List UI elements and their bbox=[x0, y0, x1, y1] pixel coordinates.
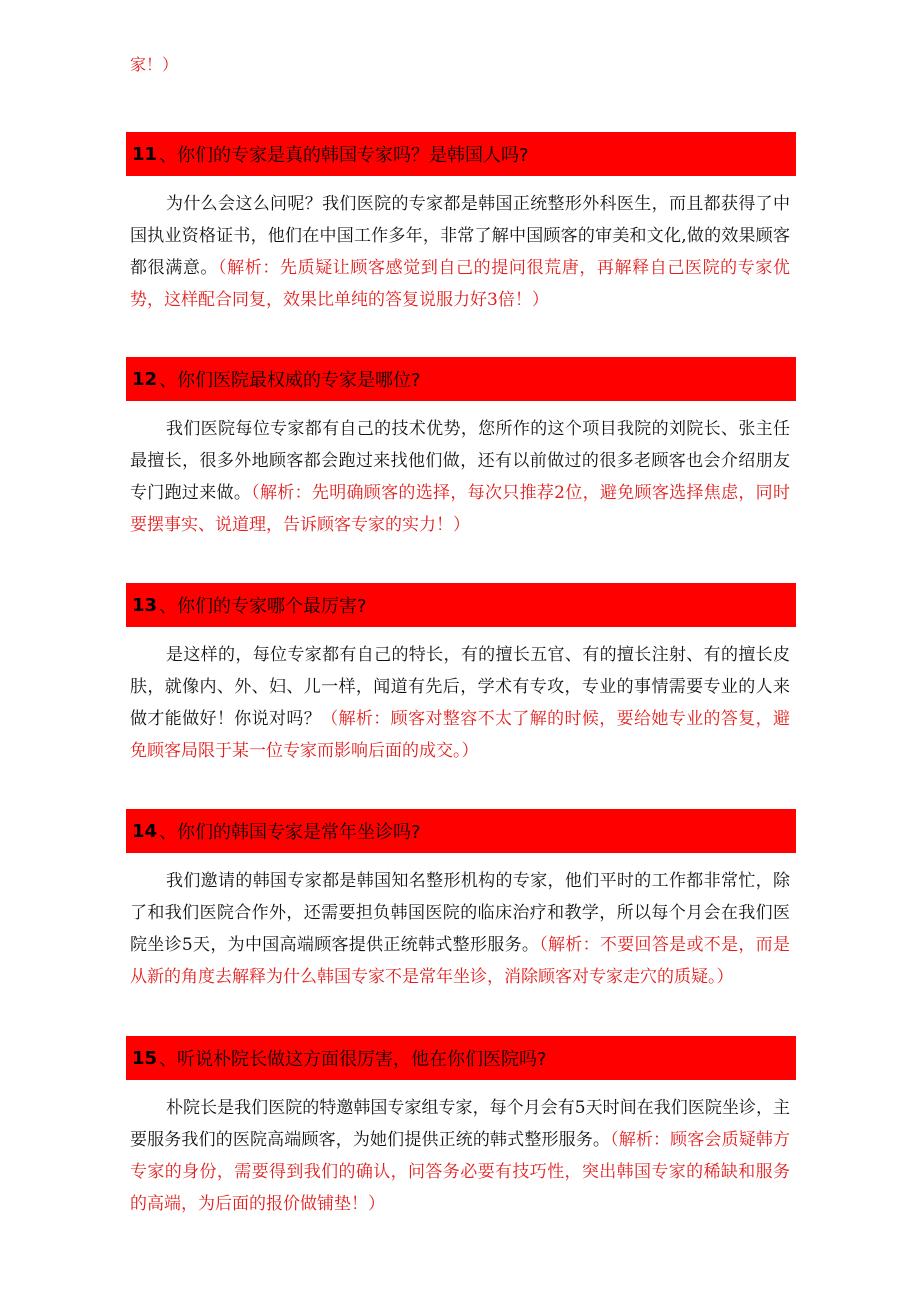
analysis-note: （解析：顾客对整容不太了解的时候，要给她专业的答复，避免顾客局限于某一位专家而影响后面的成交。） bbox=[130, 709, 791, 761]
analysis-note: （解析：先明确顾客的选择，每次只推荐2位，避免顾客选择焦虑，同时要摆事实、说道理，告诉顾客专家的实力！） bbox=[130, 483, 790, 535]
qa-item-12 bbox=[126, 357, 796, 541]
question-number: 14 bbox=[132, 820, 158, 842]
qa-item-14 bbox=[126, 809, 796, 993]
question-text: 、你们的专家哪个最厉害? bbox=[159, 596, 367, 617]
question-header bbox=[126, 132, 796, 176]
answer-paragraph bbox=[126, 627, 796, 767]
answer-text: 为什么会这么问呢？我们医院的专家都是韩国正统整形外科医生，而且都获得了中国执业资格证书，他们在中国工作多年，非常了解中国顾客的审美和文化,做的效果顾客都很满意。 bbox=[130, 194, 790, 278]
analysis-note: （解析：顾客会质疑韩方专家的身份，需要得到我们的确认，问答务必要有技巧性，突出韩国专家的稀缺和服务的高端，为后面的报价做铺垫！） bbox=[130, 1130, 791, 1214]
qa-item-15 bbox=[126, 1036, 796, 1220]
answer-text: 朴院长是我们医院的特邀韩国专家组专家，每个月会有5天时间在我们医院坐诊，主要服务我们的医院高端顾客，为她们提供正统的韩式整形服务。 bbox=[130, 1098, 790, 1150]
analysis-note: （解析：先质疑让顾客感觉到自己的提问很荒唐，再解释自己医院的专家优势，这样配合同复，效果比单纯的答复说服力好3倍！） bbox=[130, 258, 791, 310]
qa-item-13 bbox=[126, 583, 796, 767]
question-text: 、你们医院最权威的专家是哪位? bbox=[159, 370, 421, 391]
question-text: 、你们的专家是真的韩国专家吗？是韩国人吗? bbox=[159, 145, 529, 166]
question-text: 、听说朴院长做这方面很厉害，他在你们医院吗? bbox=[159, 1049, 547, 1070]
answer-paragraph bbox=[126, 853, 796, 993]
answer-paragraph bbox=[126, 401, 796, 541]
answer-text: 我们邀请的韩国专家都是韩国知名整形机构的专家，他们平时的工作都非常忙，除了和我们医院合作外，还需要担负韩国医院的临床治疗和教学，所以每个月会在我们医院坐诊5天，为中国高端顾客提供正统韩式整形服务。 bbox=[130, 871, 790, 955]
answer-paragraph bbox=[126, 1080, 796, 1220]
question-number: 13 bbox=[132, 594, 158, 616]
question-header bbox=[126, 357, 796, 401]
question-number: 12 bbox=[132, 368, 158, 390]
answer-paragraph bbox=[126, 176, 796, 316]
question-text: 、你们的韩国专家是常年坐诊吗? bbox=[159, 822, 421, 843]
question-header bbox=[126, 1036, 796, 1080]
qa-item-11 bbox=[126, 132, 796, 316]
question-header bbox=[126, 583, 796, 627]
answer-text: 是这样的，每位专家都有自己的特长，有的擅长五官、有的擅长注射、有的擅长皮肤，就像内、外、妇、儿一样，闻道有先后，学术有专攻，专业的事情需要专业的人来做才能做好！你说对吗？ bbox=[130, 645, 790, 729]
question-number: 15 bbox=[132, 1047, 158, 1069]
analysis-note: （解析：不要回答是或不是，而是从新的角度去解释为什么韩国专家不是常年坐诊，消除顾客对专家走穴的质疑。） bbox=[130, 935, 790, 987]
answer-text: 我们医院每位专家都有自己的技术优势，您所作的这个项目我院的刘院长、张主任最擅长，很多外地顾客都会跑过来找他们做，还有以前做过的很多老顾客也会介绍朋友专门跑过来做。 bbox=[130, 419, 790, 503]
question-header bbox=[126, 809, 796, 853]
lead-text: 家！） bbox=[130, 55, 179, 74]
question-number: 11 bbox=[132, 143, 158, 165]
